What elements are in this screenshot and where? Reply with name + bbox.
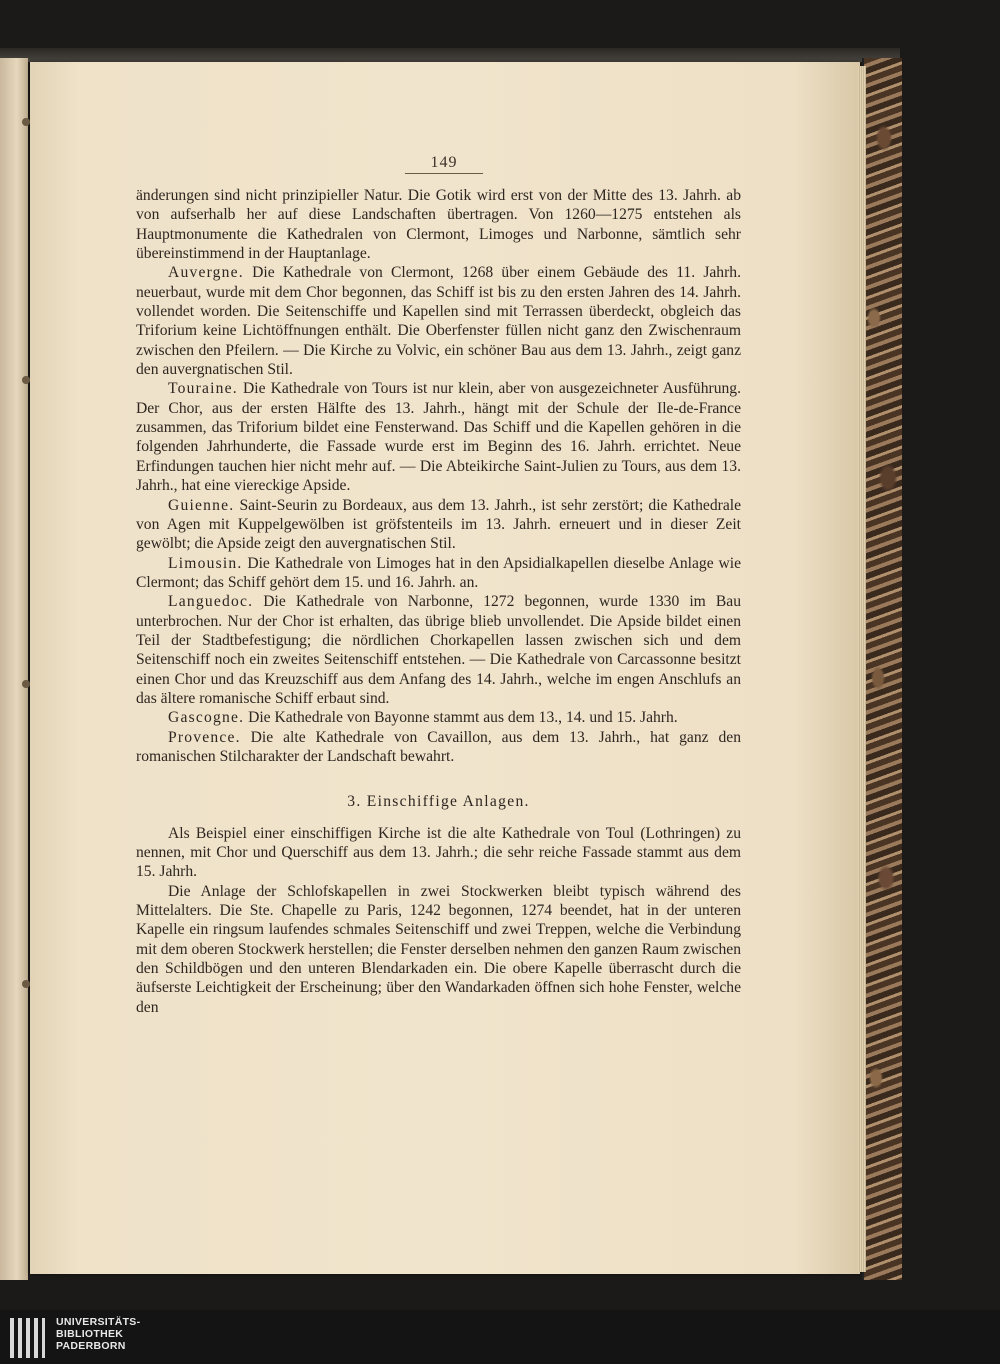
paragraph-text: Saint-Seurin zu Bordeaux, aus dem 13. Jahrh., ist sehr zerstört; die Kathedrale von Agen mit Kuppelgewölben ist gröfstenteils im 13. Jahrh. erneuert und in dieser Zeit gewölbt; die Apside zeigt den auvergnatischen Stil.	[136, 496, 741, 553]
section-paragraph: Als Beispiel einer einschiffigen Kirche ist die alte Kathedrale von Toul (Lothringen) zu nennen, mit Chor und Querschiff aus dem 13. Jahrh.; die sehr reiche Fassade stammt aus dem 15. Jahrh.	[136, 824, 741, 881]
region-heading: Touraine.	[168, 380, 238, 398]
region-heading: Provence.	[168, 728, 241, 746]
binding-thread-mark	[22, 376, 30, 384]
section-heading: 3. Einschiffige Anlagen.	[347, 793, 530, 811]
region-heading: Guienne.	[168, 496, 235, 514]
library-logo-icon	[8, 1316, 48, 1362]
region-heading: Auvergne.	[168, 264, 244, 282]
library-name-line: BIBLIOTHEK	[56, 1328, 124, 1340]
paragraph-intro	[136, 186, 741, 263]
section-paragraph: Die Anlage der Schlofskapellen in zwei Stockwerken bleibt typisch während des Mittelalters. Die Ste. Chapelle zu Paris, 1242 begonnen, 1274 beendet, hat in der unteren Kapelle ein ringsum laufendes schmales Seitenschiff und zwei Treppen, welche die Verbindung mit dem oberen Stockwerk herstellen; die Fenster derselben nehmen den ganzen Raum zwischen den Schildbögen und den unteren Blendarkaden ein. Die obere Kapelle überrascht durch die äufserste Leichtigkeit der Erscheinung; über den Wandarkaden öffnen sich hohe Fenster, welche den	[136, 882, 741, 1016]
paragraph-text: Die Kathedrale von Tours ist nur klein, aber von ausgezeichneter Ausführung. Der Chor, aus der ersten Hälfte des 13. Jahrh., hängt mit der Schule der Ile-de-France zusammen, das Triforium bildet eine Fensterwand. Das Schiff und die Kapellen gehören in die folgenden Jahrhunderte, die Fassade wurde erst im Beginn des 16. Jahrh. errichtet. Neue Erfindungen tauchen hier nicht mehr auf. — Die Abteikirche Saint-Julien zu Tours, aus dem 13. Jahrh., hat eine viereckige Apside.	[136, 380, 741, 495]
page-number: 149	[405, 154, 483, 174]
paragraph-text: Die Kathedrale von Bayonne stammt aus dem 13., 14. und 15. Jahrh.	[244, 709, 678, 727]
paragraph-languedoc	[136, 592, 741, 708]
binding-thread-mark	[22, 118, 30, 126]
page-block-edge	[858, 66, 866, 1272]
paragraph-gascogne	[136, 708, 741, 727]
library-name-line: PADERBORN	[56, 1340, 126, 1352]
library-name-line: UNIVERSITÄTS-	[56, 1316, 141, 1328]
paragraph-auvergne	[136, 263, 741, 379]
marbled-book-edge	[862, 58, 902, 1280]
paragraph-text: Die Kathedrale von Narbonne, 1272 begonnen, wurde 1330 im Bau unterbrochen. Nur der Chor ist erhalten, das übrige blieb unvollendet. Die Apside bildet einen Teil der Stadtbefestigung; die nördlichen Chorkapellen lassen zwischen sich und dem Seitenschiff noch ein zweites Seitenschiff entstehen. — Die Kathedrale von Carcassonne besitzt einen Chor und das Kreuzschiff aus dem Anfang des 14. Jahrh., welche im engen Anschlufs an das ältere romanische Schiff erbaut sind.	[136, 593, 741, 707]
paragraph-touraine	[136, 379, 741, 495]
paragraph-provence	[136, 728, 741, 767]
page-body-text	[136, 186, 741, 1017]
paragraph-text: änderungen sind nicht prinzipieller Natur. Die Gotik wird erst von der Mitte des 13. Jahrh. ab von aufserhalb her auf diese Landschaften übertragen. Von 1260—1275 entstehen als Hauptmonumente die Kathedralen von Clermont, Limoges und Narbonne, sämtlich sehr übereinstimmend in der Hauptanlage.	[136, 187, 741, 263]
library-name	[56, 1316, 140, 1352]
region-heading: Gascogne.	[168, 709, 245, 727]
left-page-edge	[0, 58, 28, 1280]
region-heading: Limousin.	[168, 554, 243, 572]
region-heading: Languedoc.	[168, 593, 254, 611]
paragraph-text: Die Kathedrale von Clermont, 1268 über einem Gebäude des 11. Jahrh. neuerbaut, wurde mit dem Chor begonnen, das Schiff ist bis zu den ersten Jahren des 14. Jahrh. vollendet worden. Die Seitenschiffe und Kapellen sind mit Terrassen überdeckt, obgleich das Triforium keine Lichtöffnungen enthält. Die Oberfenster füllen nicht ganz den Zwischenraum zwischen den Pfeilern. — Die Kirche zu Volvic, ein schöner Bau aus dem 13. Jahrh., zeigt ganz den auvergnatischen Stil.	[136, 264, 741, 379]
paragraph-limousin	[136, 554, 741, 593]
paragraph-text: Die alte Kathedrale von Cavaillon, aus dem 13. Jahrh., hat ganz den romanischen Stilcharakter der Landschaft bewahrt.	[136, 728, 741, 765]
paragraph-text: Die Kathedrale von Limoges hat in den Apsidialkapellen dieselbe Anlage wie Clermont; das Schiff gehört dem 15. und 16. Jahrh. an.	[136, 554, 741, 591]
library-footer-bar	[0, 1310, 1000, 1364]
binding-thread-mark	[22, 980, 30, 988]
paragraph-guienne	[136, 496, 741, 554]
binding-thread-mark	[22, 680, 30, 688]
book-cover-top	[0, 48, 900, 62]
